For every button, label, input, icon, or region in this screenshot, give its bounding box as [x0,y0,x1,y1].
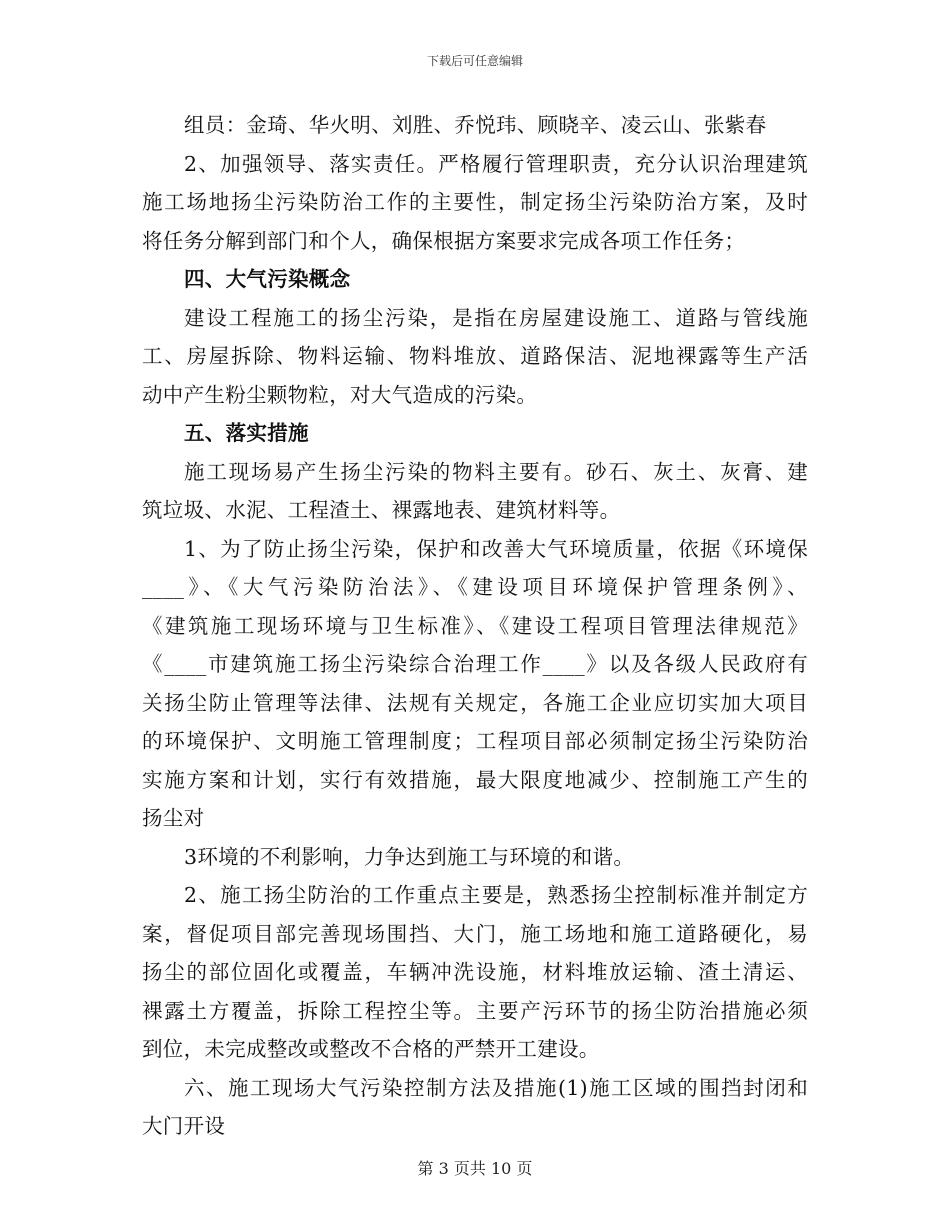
section-heading-6: 六、施工现场大气污染控制方法及措施(1)施工区域的围挡封闭和 [184,1075,808,1100]
paragraph-line: 扬尘的部位固化或覆盖，车辆冲洗设施，材料堆放运输、渣土清运、 [142,960,808,984]
paragraph-line: 2、加强领导、落实责任。严格履行管理职责，充分认识治理建筑 [184,151,808,176]
paragraph-line: 建设工程施工的扬尘污染，是指在房屋建设施工、道路与管线施 [184,305,808,330]
paragraph-line: 1、为了防止扬尘污染，保护和改善大气环境质量，依据《环境保 [184,536,808,561]
section-heading-5: 五、落实措施 [184,421,309,445]
document-body [142,106,808,1146]
paragraph-line: 施工场地扬尘污染防治工作的主要性，制定扬尘污染防治方案，及时 [142,190,808,214]
page-number: 第 3 页共 10 页 [417,1159,533,1178]
paragraph-line: 动中产生粉尘颗物粒，对大气造成的污染。 [142,382,538,407]
members-line: 组员：金琦、华火明、刘胜、乔悦玮、顾晓辛、凌云山、张紫春 [184,113,767,137]
paragraph-line: 施工现场易产生扬尘污染的物料主要有。砂石、灰土、灰膏、建 [184,459,808,484]
paragraph-line: ____》、《大气污染防治法》、《建设项目环境保护管理条例》、 [142,575,808,599]
paragraph-line: 的环境保护、文明施工管理制度；工程项目部必须制定扬尘污染防治 [142,729,808,753]
paragraph-line: 大门开设 [142,1114,226,1138]
paragraph-line: 扬尘对 [142,806,205,830]
paragraph-line: 工、房屋拆除、物料运输、物料堆放、道路保洁、泥地裸露等生产活 [142,344,808,368]
paragraph-line: 3环境的不利影响，力争达到施工与环境的和谐。 [184,844,635,869]
paragraph-line: 到位，未完成整改或整改不合格的严禁开工建设。 [142,1037,600,1061]
paragraph-line: 将任务分解到部门和个人，确保根据方案要求完成各项工作任务； [142,228,746,253]
paragraph-line: 关扬尘防止管理等法律、法规有关规定，各施工企业应切实加大项目 [142,690,808,715]
paragraph-line: 裸露土方覆盖，拆除工程控尘等。主要产污环节的扬尘防治措施必须 [142,998,808,1023]
paragraph-line: 实施方案和计划，实行有效措施，最大限度地减少、控制施工产生的 [142,767,808,792]
paragraph-line: 2、施工扬尘防治的工作重点主要是，熟悉扬尘控制标准并制定方 [184,883,808,907]
paragraph-line: 《____市建筑施工扬尘污染综合治理工作____》以及各级人民政府有 [142,652,808,676]
paragraph-line: 筑垃圾、水泥、工程渣土、裸露地表、建筑材料等。 [142,498,621,522]
paragraph-line: 案，督促项目部完善现场围挡、大门，施工场地和施工道路硬化，易 [142,921,808,946]
page-header-note: 下载后可任意编辑 [426,54,523,68]
section-heading-4: 四、大气污染概念 [184,267,351,291]
paragraph-line: 《建筑施工现场环境与卫生标准》、《建设工程项目管理法律规范》 [142,613,808,638]
